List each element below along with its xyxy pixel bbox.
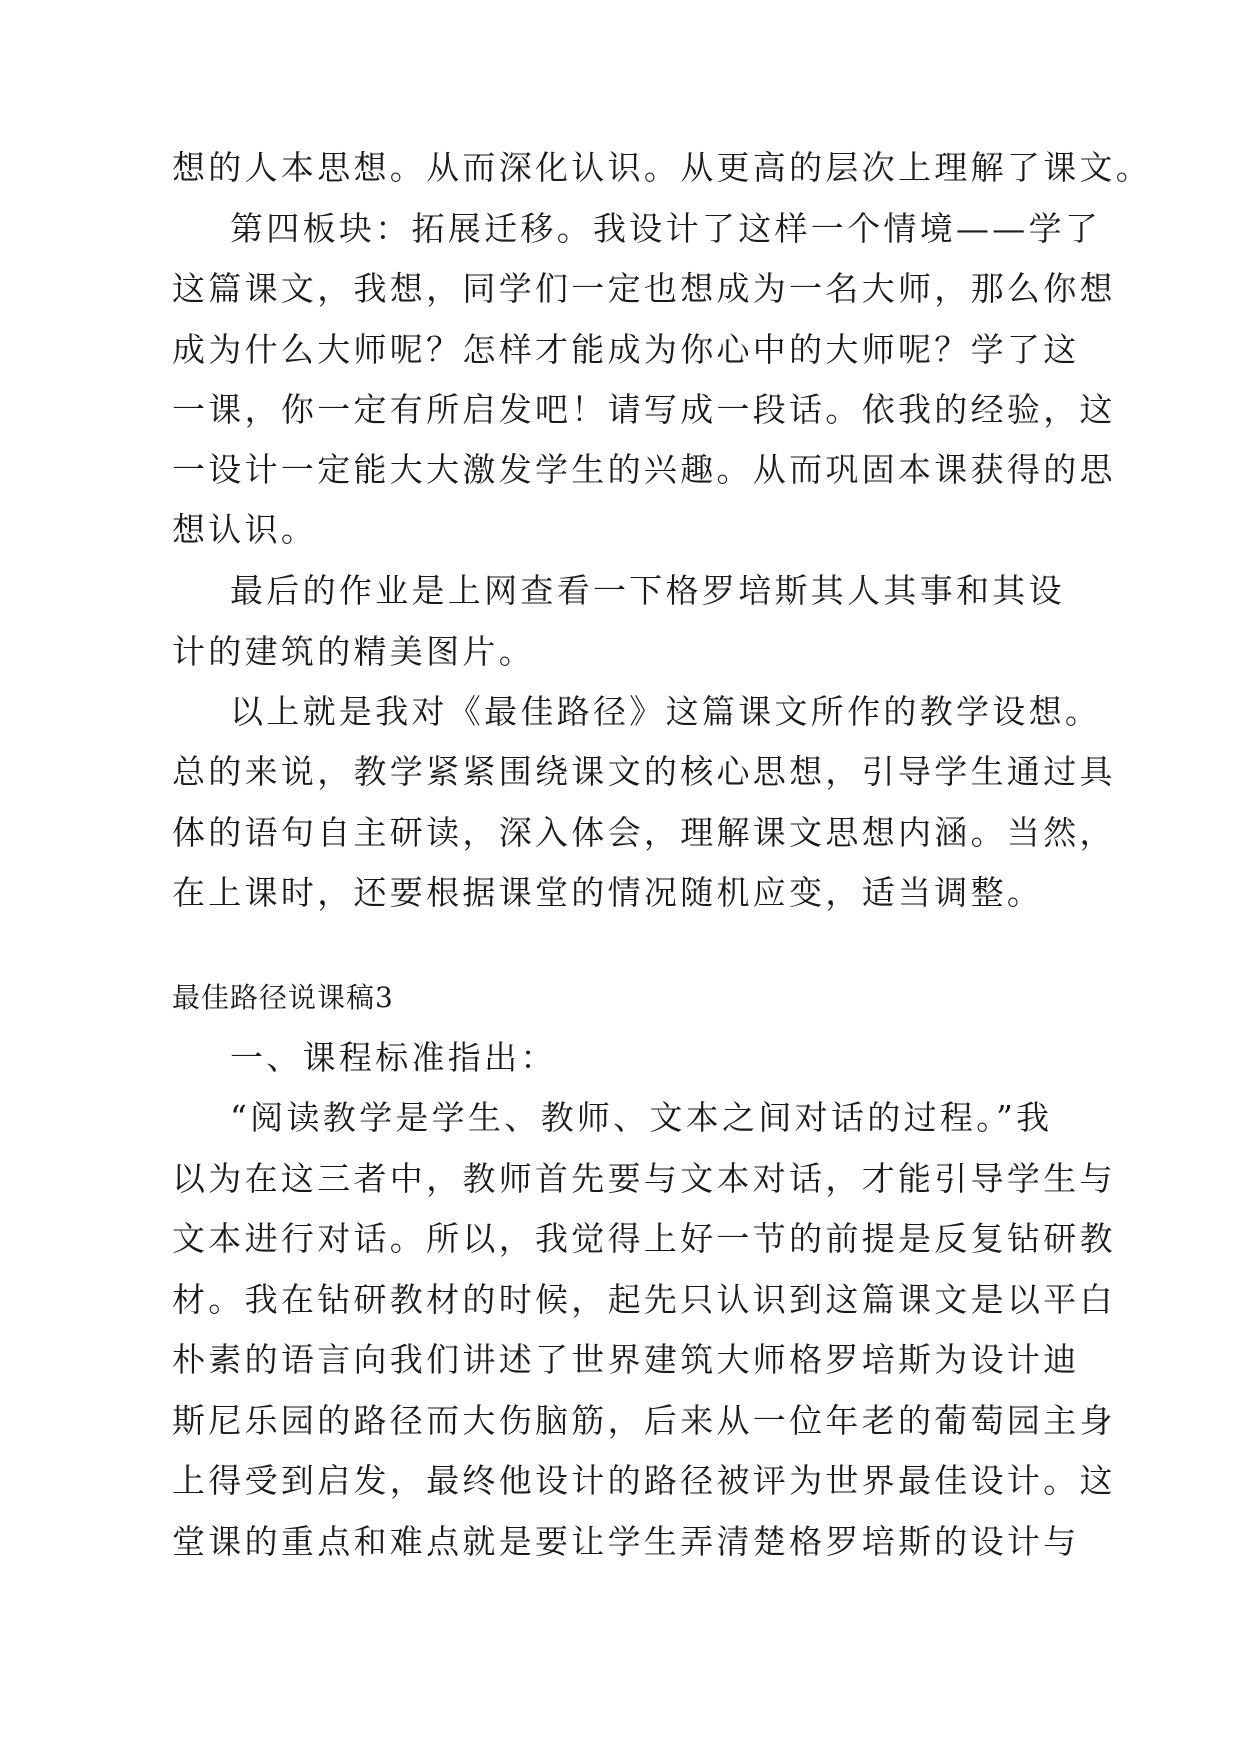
text-line: 想的人本思想。从而深化认识。从更高的层次上理解了课文。	[172, 148, 1153, 187]
text-line: 计的建筑的精美图片。	[172, 632, 535, 671]
text-line: 在上课时，还要根据课堂的情况随机应变，适当调整。	[172, 873, 1044, 912]
text-line: 斯尼乐园的路径而大伤脑筋，后来从一位年老的葡萄园主身	[172, 1401, 1116, 1440]
text-line: 以上就是我对《最佳路径》这篇课文所作的教学设想。	[230, 692, 1102, 731]
text-line: 总的来说，教学紧紧围绕课文的核心思想，引导学生通过具	[172, 752, 1116, 791]
text-line: “阅读教学是学生、教师、文本之间对话的过程。”我	[230, 1098, 1053, 1137]
text-line: 材。我在钻研教材的时候，起先只认识到这篇课文是以平白	[172, 1280, 1116, 1319]
text-line: 这篇课文，我想，同学们一定也想成为一名大师，那么你想	[172, 269, 1116, 308]
section-heading: 最佳路径说课稿3	[172, 981, 394, 1014]
text-line: 一设计一定能大大激发学生的兴趣。从而巩固本课获得的思	[172, 450, 1116, 489]
text-line: 一课，你一定有所启发吧！请写成一段话。依我的经验，这	[172, 390, 1116, 429]
text-line: 第四板块：拓展迁移。我设计了这样一个情境——学了	[230, 209, 1102, 248]
text-line: 最后的作业是上网查看一下格罗培斯其人其事和其设	[230, 571, 1065, 610]
text-line: 成为什么大师呢？怎样才能成为你心中的大师呢？学了这	[172, 330, 1080, 369]
text-line: 想认识。	[172, 510, 318, 549]
text-line: 朴素的语言向我们讲述了世界建筑大师格罗培斯为设计迪	[172, 1340, 1080, 1379]
text-line: 体的语句自主研读，深入体会，理解课文思想内涵。当然，	[172, 813, 1116, 852]
text-line: 一、课程标准指出：	[230, 1038, 557, 1077]
text-line: 以为在这三者中，教师首先要与文本对话，才能引导学生与	[172, 1159, 1116, 1198]
text-line: 堂课的重点和难点就是要让学生弄清楚格罗培斯的设计与	[172, 1522, 1080, 1561]
text-line: 上得受到启发，最终他设计的路径被评为世界最佳设计。这	[172, 1461, 1116, 1500]
text-line: 文本进行对话。所以，我觉得上好一节的前提是反复钻研教	[172, 1219, 1116, 1258]
